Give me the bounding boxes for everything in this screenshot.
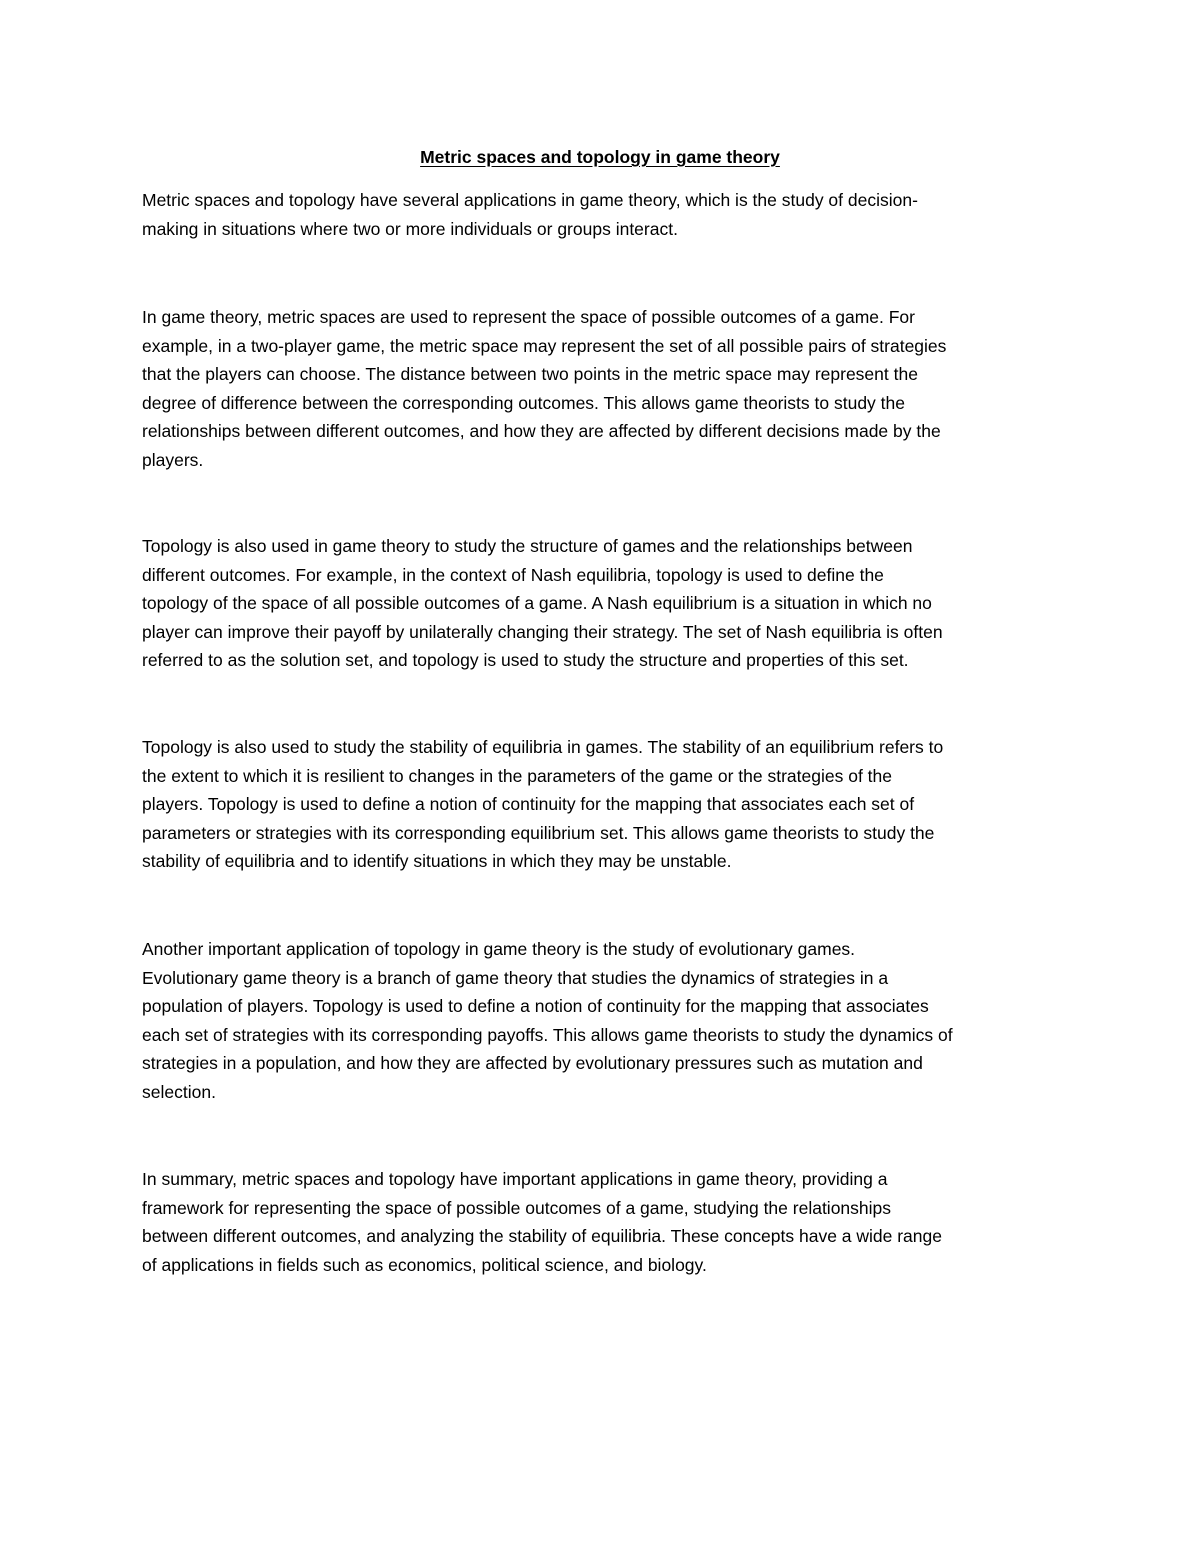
paragraph-line: different outcomes. For example, in the context of Nash equilibria, topology is used to define the	[142, 564, 884, 585]
paragraph-line: relationships between different outcomes, and how they are affected by different decisions made by the	[142, 421, 941, 441]
paragraph-line: player can improve their payoff by unilaterally changing their strategy. The set of Nash equilibria is often	[142, 621, 943, 642]
paragraph-line: Metric spaces and topology have several applications in game theory, which is the study of decision-	[142, 190, 918, 210]
paragraph-line: Topology is also used to study the stability of equilibria in games. The stability of an equilibrium refers to	[142, 737, 944, 757]
paragraph-line: the extent to which it is resilient to changes in the parameters of the game or the strategies of the	[142, 765, 892, 786]
paragraph-line: framework for representing the space of possible outcomes of a game, studying the relationships	[142, 1197, 892, 1218]
paragraph-line: players.	[142, 449, 204, 470]
paragraph-line: Topology is also used in game theory to study the structure of games and the relationships between	[142, 536, 913, 556]
paragraph-line: referred to as the solution set, and topology is used to study the structure and properties of this set.	[142, 650, 909, 670]
paragraph-line: topology of the space of all possible outcomes of a game. A Nash equilibrium is a situation in which no	[142, 593, 932, 613]
paragraph-evolutionary-games	[142, 935, 1057, 1106]
paragraph-line: In game theory, metric spaces are used to represent the space of possible outcomes of a game. For	[142, 307, 915, 327]
paragraph-line: Evolutionary game theory is a branch of game theory that studies the dynamics of strategies in a	[142, 967, 889, 988]
paragraph-line: of applications in fields such as economics, political science, and biology.	[142, 1254, 707, 1275]
paragraph-line: making in situations where two or more individuals or groups interact.	[142, 218, 678, 239]
document-title: Metric spaces and topology in game theory	[420, 147, 780, 167]
paragraph-line: each set of strategies with its corresponding payoffs. This allows game theorists to study the dynamics of	[142, 1024, 953, 1045]
paragraph-intro	[142, 186, 1057, 243]
paragraph-line: population of players. Topology is used to define a notion of continuity for the mapping that associates	[142, 996, 929, 1016]
paragraph-topology-structure	[142, 532, 1057, 675]
paragraph-line: degree of difference between the corresponding outcomes. This allows game theorists to study the	[142, 392, 905, 413]
paragraph-line: parameters or strategies with its corresponding equilibrium set. This allows game theorists to study the	[142, 822, 935, 843]
paragraph-line: example, in a two-player game, the metric space may represent the set of all possible pairs of strategies	[142, 335, 947, 356]
paragraph-stability	[142, 733, 1057, 876]
paragraph-metric-spaces	[142, 303, 1057, 474]
paragraph-line: selection.	[142, 1081, 216, 1102]
paragraph-line: stability of equilibria and to identify situations in which they may be unstable.	[142, 851, 732, 871]
paragraph-line: players. Topology is used to define a notion of continuity for the mapping that associates each set of	[142, 794, 915, 814]
paragraph-summary	[142, 1165, 1057, 1279]
paragraph-line: between different outcomes, and analyzing the stability of equilibria. These concepts have a wide range	[142, 1226, 942, 1246]
paragraph-line: that the players can choose. The distance between two points in the metric space may represent the	[142, 364, 918, 384]
paragraph-line: In summary, metric spaces and topology have important applications in game theory, providing a	[142, 1169, 888, 1189]
paragraph-line: Another important application of topology in game theory is the study of evolutionary games.	[142, 939, 856, 959]
paragraph-line: strategies in a population, and how they are affected by evolutionary pressures such as mutation and	[142, 1053, 923, 1073]
